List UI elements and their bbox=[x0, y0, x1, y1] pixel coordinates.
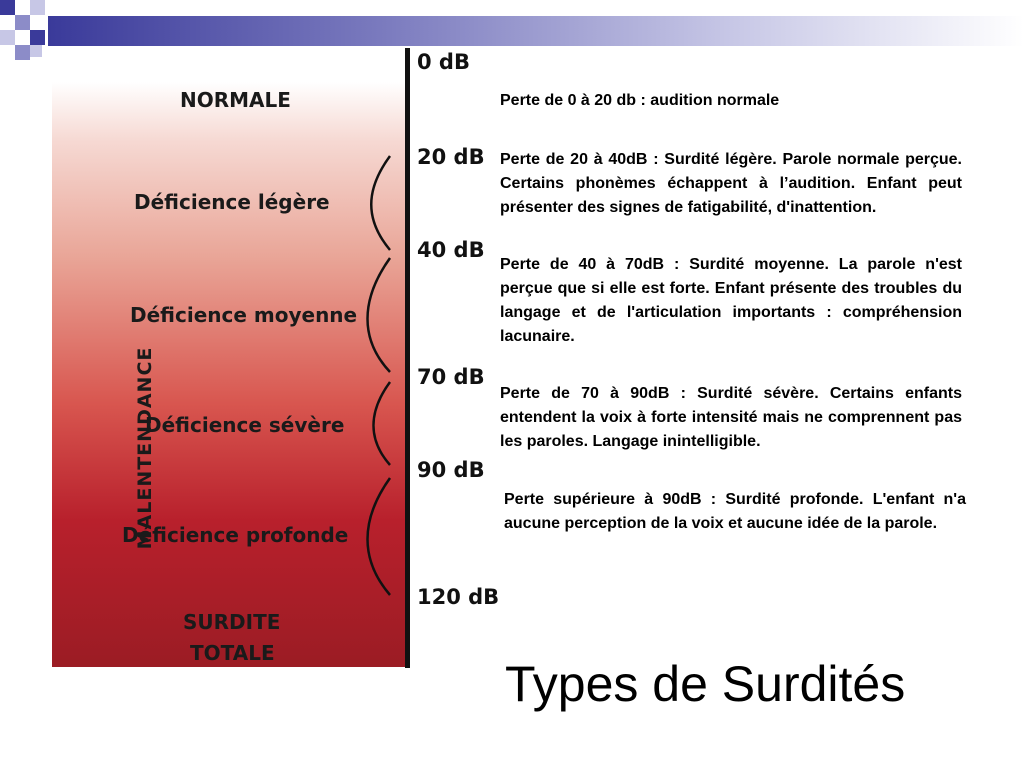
deco-square bbox=[0, 30, 15, 45]
slide-title: Types de Surdités bbox=[505, 656, 906, 712]
desc-legere: Perte de 20 à 40dB : Surdité légère. Parole normale perçue. Certains phonèmes échappent à l’audition. Enfant peut présenter des signes de fatigabilité, d'inattention. bbox=[500, 151, 962, 216]
deco-square bbox=[15, 45, 30, 60]
label-deficience-legere: Déficience légère bbox=[134, 190, 330, 214]
deco-square bbox=[30, 0, 45, 15]
label-deficience-severe: Déficience sévère bbox=[145, 413, 345, 437]
deco-square bbox=[30, 45, 42, 57]
db-tick-70: 70 dB bbox=[417, 365, 485, 389]
hearing-scale-panel bbox=[52, 82, 410, 667]
bracket-legere bbox=[371, 156, 390, 250]
bracket-severe bbox=[374, 382, 391, 465]
label-deficience-profonde: Déficience profonde bbox=[122, 523, 349, 547]
label-deficience-moyenne: Déficience moyenne bbox=[130, 303, 358, 327]
desc-profonde: Perte supérieure à 90dB : Surdité profonde. L'enfant n'a aucune perception de la voix et aucune idée de la parole. bbox=[504, 491, 966, 532]
desc-moyenne: Perte de 40 à 70dB : Surdité moyenne. La parole n'est perçue que si elle est forte. Enfant présente des troubles du langage et de l'articulation importants : compréhension lacunaire. bbox=[500, 256, 962, 345]
db-tick-90: 90 dB bbox=[417, 458, 485, 482]
db-tick-120: 120 dB bbox=[417, 585, 500, 609]
db-tick-0: 0 dB bbox=[417, 50, 470, 74]
header-gradient-bar bbox=[48, 16, 1024, 46]
label-surdite: SURDITE bbox=[183, 610, 281, 634]
bracket-moyenne bbox=[368, 258, 391, 372]
label-malentendance: MALENTENDANCE bbox=[134, 346, 156, 550]
db-tick-20: 20 dB bbox=[417, 145, 485, 169]
db-tick-40: 40 dB bbox=[417, 238, 485, 262]
deco-square bbox=[0, 0, 15, 15]
label-normale: NORMALE bbox=[180, 88, 291, 112]
label-totale: TOTALE bbox=[190, 641, 275, 665]
desc-normal: Perte de 0 à 20 db : audition normale bbox=[500, 92, 780, 109]
range-brackets bbox=[360, 150, 410, 610]
deco-square bbox=[30, 30, 45, 45]
desc-severe: Perte de 70 à 90dB : Surdité sévère. Certains enfants entendent la voix à forte intensité mais ne comprennent pas les paroles. Langage inintelligible. bbox=[500, 385, 962, 450]
bracket-profonde bbox=[368, 478, 391, 595]
deco-square bbox=[15, 15, 30, 30]
